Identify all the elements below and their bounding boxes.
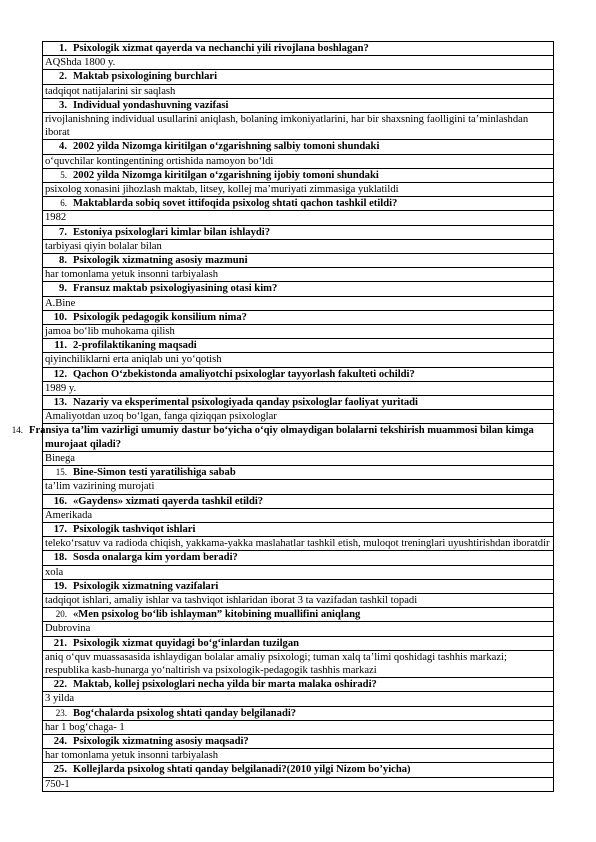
question-number: 13. xyxy=(53,397,67,409)
answer-row xyxy=(43,296,554,310)
answer-cell: Amerikada xyxy=(43,508,554,522)
question-row xyxy=(43,466,554,480)
question-number: 16. xyxy=(53,495,67,507)
question-number: 8. xyxy=(59,255,67,267)
answer-cell: Amaliyotdan uzoq bo‘lgan, fanga qiziqqan psixologlar xyxy=(43,410,554,424)
question-cell xyxy=(43,608,554,622)
answer-cell: o‘quvchilar kontingentining ortishida namoyon bo‘ldi xyxy=(43,154,554,168)
question-text: «Gaydens» xizmati qayerda tashkil etildi? xyxy=(73,495,264,507)
question-cell xyxy=(43,140,554,154)
answer-cell: teleko‘rsatuv va radioda chiqish, yakkama-yakka maslahatlar tashkil etish, muloqot treninglari uyushtirishdan iboratdir xyxy=(43,537,554,551)
question-cell xyxy=(43,522,554,536)
question-number: 14. xyxy=(11,425,23,436)
question-text: 2002 yilda Nizomga kiritilgan o‘zgarishning ijobiy tomoni shundaki xyxy=(73,169,379,181)
question-text: Maktab psixologining burchlari xyxy=(73,71,218,83)
question-number: 25. xyxy=(53,764,67,776)
answer-row xyxy=(43,239,554,253)
question-number: 5. xyxy=(60,169,67,180)
question-row xyxy=(43,551,554,565)
answer-cell: tadqiqot natijalarini sir saqlash xyxy=(43,84,554,98)
question-cell xyxy=(43,763,554,777)
question-cell xyxy=(43,339,554,353)
question-row xyxy=(43,424,554,451)
question-cell xyxy=(43,734,554,748)
question-text: Individual yondashuvning vazifasi xyxy=(73,99,229,111)
question-text: Bog‘chalarda psixolog shtati qanday belgilanadi? xyxy=(73,707,297,719)
question-number: 7. xyxy=(59,226,67,238)
question-row xyxy=(43,339,554,353)
question-cell xyxy=(43,706,554,720)
question-cell xyxy=(43,551,554,565)
question-text: Sosda onalarga kim yordam beradi? xyxy=(73,552,238,564)
qa-table xyxy=(11,41,554,792)
question-cell xyxy=(43,396,554,410)
question-row xyxy=(43,282,554,296)
answer-cell: AQShda 1800 y. xyxy=(43,56,554,70)
question-row xyxy=(43,98,554,112)
answer-row xyxy=(43,353,554,367)
answer-cell: 3 yilda xyxy=(43,692,554,706)
answer-row xyxy=(43,565,554,579)
question-number: 2. xyxy=(59,71,67,83)
answer-row xyxy=(43,154,554,168)
answer-row xyxy=(43,183,554,197)
question-number: 11. xyxy=(54,340,67,352)
answer-row xyxy=(43,56,554,70)
question-row xyxy=(43,579,554,593)
answer-row xyxy=(43,692,554,706)
question-cell xyxy=(43,636,554,650)
question-text: Psixologik xizmatning asosiy mazmuni xyxy=(73,255,248,267)
question-cell xyxy=(43,42,554,56)
question-row xyxy=(43,396,554,410)
question-number: 12. xyxy=(53,368,67,380)
question-text: Maktablarda sobiq sovet ittifoqida psixolog shtati qachon tashkil etildi? xyxy=(73,198,398,210)
question-text: Bine-Simon testi yaratilishiga sabab xyxy=(73,467,236,479)
answer-row xyxy=(43,622,554,636)
answer-row xyxy=(43,113,554,140)
question-cell xyxy=(43,197,554,211)
answer-row xyxy=(43,410,554,424)
answer-cell: aniq o‘quv muassasasida ishlaydigan bolalar amaliy psixologi; tuman xalq ta’limi qoshidagi tashhis markazi; respublika kasb-hunarga yo‘naltirish va psixologik-pedagogik tashhis markazi xyxy=(43,650,554,677)
answer-cell: Binega xyxy=(43,451,554,465)
question-row xyxy=(43,636,554,650)
answer-row xyxy=(43,749,554,763)
answer-row xyxy=(43,480,554,494)
question-cell xyxy=(43,254,554,268)
question-number: 19. xyxy=(53,580,67,592)
answer-cell: psixolog xonasini jihozlash maktab, litsey, kollej ma’muriyati zimmasiga yuklatildi xyxy=(43,183,554,197)
question-row xyxy=(43,168,554,182)
question-row xyxy=(43,367,554,381)
answer-cell: A.Bine xyxy=(43,296,554,310)
answer-cell: jamoa bo‘lib muhokama qilish xyxy=(43,325,554,339)
question-row xyxy=(43,254,554,268)
answer-row xyxy=(43,381,554,395)
question-number: 6. xyxy=(60,198,67,209)
question-text: Psixologik xizmat qayerda va nechanchi yili rivojlana boshlagan? xyxy=(73,43,369,54)
answer-row xyxy=(43,508,554,522)
question-number: 18. xyxy=(53,552,67,564)
answer-cell: qiyinchiliklarni erta aniqlab uni yo‘qotish xyxy=(43,353,554,367)
answer-cell: rivojlanishning individual usullarini aniqlash, bolaning imkoniyatlarini, har bir shaxsning faolligini ta’minlashdan iborat xyxy=(43,113,554,140)
question-cell xyxy=(43,282,554,296)
answer-row xyxy=(43,268,554,282)
question-text: Maktab, kollej psixologlari necha yilda bir marta malaka oshiradi? xyxy=(73,679,377,691)
answer-cell: tarbiyasi qiyin bolalar bilan xyxy=(43,239,554,253)
question-number: 15. xyxy=(55,467,67,478)
question-text: Psixologik xizmat quyidagi bo‘g‘inlardan tuzilgan xyxy=(73,637,300,649)
question-row xyxy=(43,70,554,84)
question-text: Psixologik tashviqot ishlari xyxy=(73,523,196,535)
question-text: Psixologik xizmatning asosiy maqsadi? xyxy=(73,735,249,747)
question-number: 24. xyxy=(53,735,67,747)
answer-cell: xola xyxy=(43,565,554,579)
question-row xyxy=(43,706,554,720)
question-number: 4. xyxy=(59,141,67,153)
question-row xyxy=(43,608,554,622)
answer-cell: tadqiqot ishlari, amaliy ishlar va tashviqot ishlaridan iborat 3 ta vazifadan tashkil topadi xyxy=(43,593,554,607)
question-text: Psixologik pedagogik konsilium nima? xyxy=(73,311,247,323)
question-cell xyxy=(43,225,554,239)
question-cell xyxy=(43,367,554,381)
question-text: Fransuz maktab psixologiyasining otasi kim? xyxy=(73,283,278,295)
question-row xyxy=(43,522,554,536)
question-text: Estoniya psixologlari kimlar bilan ishlaydi? xyxy=(73,226,271,238)
answer-cell: 750-1 xyxy=(43,777,554,791)
answer-cell: har 1 bog‘chaga- 1 xyxy=(43,720,554,734)
question-number: 23. xyxy=(55,707,67,718)
answer-row xyxy=(43,537,554,551)
question-number: 9. xyxy=(59,283,67,295)
question-row xyxy=(43,197,554,211)
question-row xyxy=(43,140,554,154)
answer-row xyxy=(43,211,554,225)
answer-row xyxy=(43,451,554,465)
question-text: 2-profilaktikaning maqsadi xyxy=(73,340,197,352)
question-number: 17. xyxy=(53,523,67,535)
question-row xyxy=(43,494,554,508)
question-text: Qachon O‘zbekistonda amaliyotchi psixologlar tayyorlash fakulteti ochildi? xyxy=(73,368,415,380)
question-number: 22. xyxy=(53,679,67,691)
answer-row xyxy=(43,650,554,677)
question-text: Kollejlarda psixolog shtati qanday belgilanadi?(2010 yilgi Nizom bo’yicha) xyxy=(73,764,411,776)
question-cell xyxy=(43,466,554,480)
answer-row xyxy=(43,84,554,98)
question-number: 3. xyxy=(59,99,67,111)
question-cell xyxy=(11,424,554,451)
answer-cell: har tomonlama yetuk insonni tarbiyalash xyxy=(43,268,554,282)
answer-cell: Dubrovina xyxy=(43,622,554,636)
answer-cell: 1982 xyxy=(43,211,554,225)
answer-cell: har tomonlama yetuk insonni tarbiyalash xyxy=(43,749,554,763)
question-text: 2002 yilda Nizomga kiritilgan o‘zgarishning salbiy tomoni shundaki xyxy=(73,141,380,153)
answer-cell: 1989 y. xyxy=(43,381,554,395)
answer-row xyxy=(43,720,554,734)
question-row xyxy=(43,734,554,748)
question-text: Nazariy va eksperimental psixologiyada qanday psixologlar faoliyat yuritadi xyxy=(73,397,419,409)
question-cell xyxy=(43,70,554,84)
question-row xyxy=(43,310,554,324)
question-cell xyxy=(43,98,554,112)
question-number: 1. xyxy=(59,43,67,54)
answer-row xyxy=(43,325,554,339)
answer-cell: ta’lim vazirining murojati xyxy=(43,480,554,494)
question-row xyxy=(43,42,554,56)
question-number: 21. xyxy=(53,637,67,649)
question-text: «Men psixolog bo‘lib ishlayman” kitobining muallifini aniqlang xyxy=(73,609,361,621)
question-cell xyxy=(43,168,554,182)
question-text: Fransiya ta’lim vazirligi umumiy dastur bo‘yicha o‘qiy olmaydigan bolalarni tekshirish muammosi bilan kimga murojaat qiladi? xyxy=(29,425,534,450)
question-number: 20. xyxy=(55,609,67,620)
question-cell xyxy=(43,310,554,324)
question-text: Psixologik xizmatning vazifalari xyxy=(73,580,219,592)
question-cell xyxy=(43,579,554,593)
question-number: 10. xyxy=(53,311,67,323)
question-row xyxy=(43,763,554,777)
question-row xyxy=(43,225,554,239)
question-cell xyxy=(43,678,554,692)
answer-row xyxy=(43,593,554,607)
question-row xyxy=(43,678,554,692)
answer-row xyxy=(43,777,554,791)
question-cell xyxy=(43,494,554,508)
